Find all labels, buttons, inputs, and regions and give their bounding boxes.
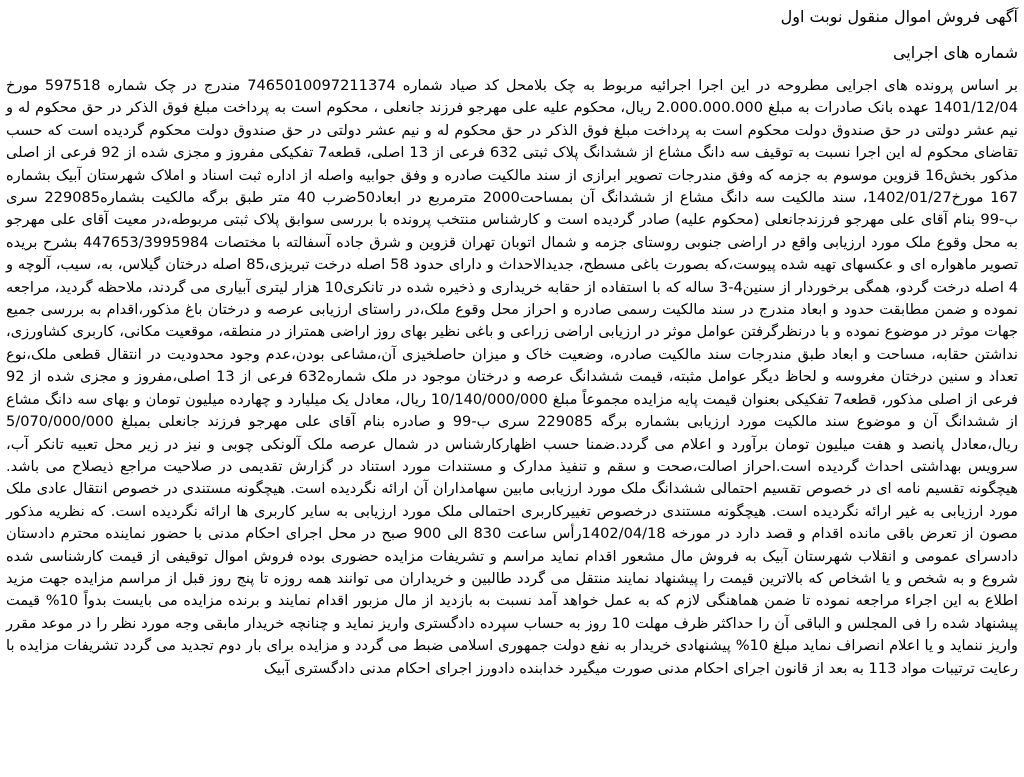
notice-subtitle: شماره های اجرایی <box>892 43 1018 62</box>
notice-title: آگهی فروش اموال منقول نوبت اول <box>780 7 1018 26</box>
notice-body: بر اساس پرونده های اجرایی مطروحه در این اجرا اجرائیه مربوط به چک بلامحل کد صیاد شماره 7465010097211374 مندرج در چک شماره 597518 مورخ 1401/12/04 عهده بانک صادرات به مبلغ 2.000.000.000 ریال، محکوم علیه علی مهرجو فرزند جانعلی ، محکوم است به پرداخت مبلغ فوق الذکر در حق محکوم له و نیم عشر دولتی در حق صندوق دولت محکوم است به پرداخت مبلغ فوق الذکر در حق محکوم له و نیم عشر دولتی در حق صندوق دولت محکوم گردیده است که حسب تقاضای محکوم له این اجرا نسبت به توقیف سه دانگ مشاع از ششدانگ پلاک ثبتی 632 فرعی از 13 اصلی، قطعه7 تفکیکی مفروز و مجزی شده از 92 فرعی از اصلی مذکور بخش16 قزوین موسوم به جزمه که وفق مندرجات تصویر ابرازی از سند مالکیت صادره و وفق جوابیه واصله از اداره ثبت اسناد و املاک شهرستان آبیک بشماره 167 مورخ1402/01/27، سند مالکیت سه دانگ مشاع از ششدانگ آن بمساحت2000 مترمربع در ابعاد50ضرب 40 متر طبق برگه مالکیت بشماره229085 سری ب-99 بنام آقای علی مهرجو فرزندجانعلی (محکوم علیه) صادر گردیده است و کارشناس منتخب پرونده با بررسی سوابق پلاک ثبتی مربوطه،در معیت آقای علی مهرجو به محل وقوع ملک مورد ارزیابی واقع در اراضی جنوبی روستای جزمه و شمال اتوبان تهران قزوین و شرق جاده آسفالته با مختصات 447653/3995984 بشرح بریده تصویر ماهواره ای و عکسهای تهیه شده پیوست،که بصورت باغی مسطح، جدیدالاحداث و دارای حدود 58 اصله درخت تبریزی،85 اصله درختان گیلاس، به، سیب، آلوچه و 4 اصله درخت گردو، همگی برخوردار از سنین4-3 ساله که با استفاده از حقابه خریداری و ذخیره شده در تانکری10 هزار لیتری آبیاری می گردند، ملاحظه گردید، مراجعه نموده و ضمن مطابقت حدود و ابعاد مندرج در سند مالکیت رسمی صادره و احراز محل وقوع ملک،در راستای ارزیابی عرصه و درختان باغ مذکور،اقدام به بررسی جمیع جهات موثر در موضوع نموده و با درنظرگرفتن عوامل موثر در ارزیابی اراضی زراعی و باغی نظیر بهای روز اراضی همتراز در منطقه، موقعیت مکانی، کاربری کشاورزی، نداشتن حقابه، مساحت و ابعاد طبق مندرجات سند مالکیت صادره، وضعیت خاک و میزان حاصلخیزی آن،مشاعی بودن،عدم وجود محدودیت در انتقال قطعی ملک،نوع تعداد و سنین درختان مغروسه و لحاظ دیگر عوامل مثبته، قیمت ششدانگ عرصه و درختان موجود در ملک شماره632 فرعی از 13 اصلی،مفروز و مجزی شده از 92 فرعی از اصلی مذکور، قطعه7 تفکیکی بعنوان قیمت پایه مزایده مجموعاً مبلغ 10/140/000/000 ریال، معادل یک میلیارد و چهارده میلیون تومان و بهای سه دانگ مشاع از ششدانگ آن و موضوع سند مالکیت مورد ارزیابی بشماره برگه 229085 سری ب-99 و صادره بنام آقای علی مهرجو فرزند جانعلی بمبلغ 5/070/000/000 ریال،معادل پانصد و هفت میلیون تومان برآورد و اعلام می گردد.ضمنا حسب اظهارکارشناس در شمال عرصه ملک آلونکی چوبی و نیز در زیر محل تعبیه تانکر آب، سرویس بهداشتی احداث گردیده است.احراز اصالت،صحت و سقم و تنفیذ مدارک و مستندات مورد استناد در گزارش تقدیمی در صلاحیت مراجع ذیصلاح می باشد. هیچگونه تقسیم نامه ای در خصوص تقسیم احتمالی ششدانگ ملک مورد ارزیابی مابین سهامداران آن ارائه نگردیده است. هیچگونه مستندی در خصوص انتقال عادی ملک مورد ارزیابی به غیر ارائه نگردیده است. هیچگونه مستندی درخصوص تغییرکاربری احتمالی ملک مورد ارزیابی به سایر کاربری ها ارائه نگردیده است. که نظریه مذکور مصون از تعرض باقی مانده اقدام و قصد دارد در مورخه 1402/04/18رأس ساعت 830 الی 900 صبح در محل اجرای احکام مدنی با حضور نماینده محترم دادستان دادسرای عمومی و انقلاب شهرستان آبیک به فروش مال مشعور اقدام نماید مراسم و تشریفات مزایده حضوری بوده فروش اموال توقیفی از قیمت کارشناسی شده شروع و به شخص و یا اشخاص که بالاترین قیمت را پیشنهاد نمایند منتقل می گردد طالبین و خریداران می توانند همه روزه تا پنج روز قبل از مراسم مزایده جهت مزید اطلاع به این اجراء مراجعه نموده تا ضمن هماهنگی لازم که به عمل خواهد آمد نسبت به بازدید از مال مزبور اقدام نمایند و برنده مزایده می بایست بدواً 10% قیمت پیشنهاد شده را فی المجلس و الباقی آن را حداکثر ظرف مهلت 10 روز به حساب سپرده دادگستری واریز نماید و چنانچه خریدار مابقی وجه مورد نظر را در موعد مقرر واریز ننماید و یا اعلام انصراف نماید مبلغ 10% پیشنهادی خریدار به نفع دولت جمهوری اسلامی ضبط می گردد و مزایده برای بار دوم تجدید می گردد تشریفات مزایده با رعایت ترتیبات مواد 113 به بعد از قانون اجرای احکام مدنی صورت میگیرد خدابنده دادورز اجرای احکام مدنی دادگستری آبیک <box>6 77 1019 677</box>
